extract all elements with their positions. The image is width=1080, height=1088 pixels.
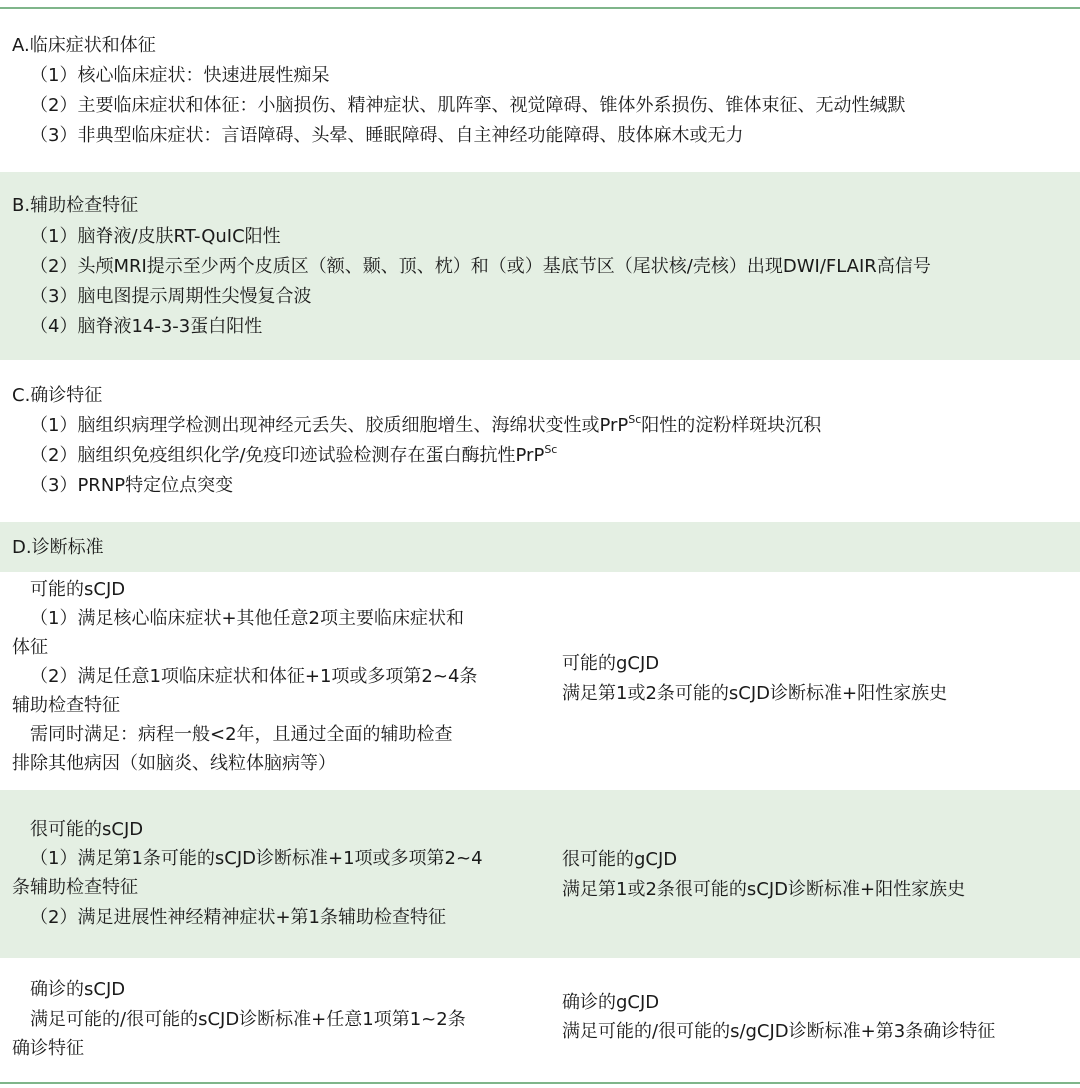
possible-scjd-line: 排除其他病因（如脑炎、线粒体脑病等）	[12, 753, 336, 774]
probable-gcjd-title: 很可能的gCJD	[562, 849, 678, 870]
section-d-definite	[0, 958, 1080, 1082]
possible-scjd-line: 需同时满足：病程一般<2年，且通过全面的辅助检查	[30, 724, 453, 745]
possible-gcjd-text: 满足第1或2条可能的sCJD诊断标准+阳性家族史	[562, 683, 948, 704]
section-c-item2-text: （2）脑组织免疫组织化学/免疫印迹试验检测存在蛋白酶抗性PrP	[30, 445, 545, 466]
probable-scjd-line: （1）满足第1条可能的sCJD诊断标准+1项或多项第2~4	[30, 848, 483, 869]
probable-gcjd-text: 满足第1或2条很可能的sCJD诊断标准+阳性家族史	[562, 879, 966, 900]
definite-scjd-line: 确诊的sCJD	[30, 979, 126, 1000]
section-c-item	[30, 414, 821, 438]
section-b-item: （4）脑脊液14-3-3蛋白阳性	[30, 316, 263, 337]
section-c-item1-text: （1）脑组织病理学检测出现神经元丢失、胶质细胞增生、海绵状变性或PrP	[30, 415, 629, 436]
possible-scjd-line: （2）满足任意1项临床症状和体征+1项或多项第2~4条	[30, 666, 478, 687]
definite-scjd-line: 确诊特征	[12, 1038, 84, 1059]
section-a-item: （3）非典型临床症状：言语障碍、头晕、睡眠障碍、自主神经功能障碍、肢体麻木或无力	[30, 125, 744, 146]
probable-scjd-line: 很可能的sCJD	[30, 819, 144, 840]
section-c-item	[30, 444, 557, 468]
section-b-item: （1）脑脊液/皮肤RT-QuIC阳性	[30, 226, 281, 247]
section-a-item: （1）核心临床症状：快速进展性痴呆	[30, 65, 330, 86]
possible-scjd-line: 可能的sCJD	[30, 579, 126, 600]
section-c-item1-sup: Sc	[628, 413, 642, 426]
section-a-title: A.临床症状和体征	[12, 35, 156, 56]
section-d-probable	[0, 790, 1080, 958]
possible-scjd-line: 体征	[12, 637, 48, 658]
definite-gcjd-title: 确诊的gCJD	[562, 992, 660, 1013]
section-c-item: （3）PRNP特定位点突变	[30, 475, 234, 496]
possible-gcjd-title: 可能的gCJD	[562, 653, 660, 674]
definite-gcjd-text: 满足可能的/很可能的s/gCJD诊断标准+第3条确诊特征	[562, 1021, 996, 1042]
section-d-title: D.诊断标准	[12, 537, 104, 558]
possible-scjd-line: （1）满足核心临床症状+其他任意2项主要临床症状和	[30, 608, 464, 629]
definite-scjd-line: 满足可能的/很可能的sCJD诊断标准+任意1项第1~2条	[30, 1009, 466, 1030]
section-a-item: （2）主要临床症状和体征：小脑损伤、精神症状、肌阵挛、视觉障碍、锥体外系损伤、锥体束征、无动性缄默	[30, 95, 906, 116]
section-b	[0, 172, 1080, 360]
section-b-item: （3）脑电图提示周期性尖慢复合波	[30, 286, 312, 307]
section-c-title: C.确诊特征	[12, 385, 103, 406]
bottom-rule	[0, 1082, 1080, 1084]
possible-scjd-line: 辅助检查特征	[12, 695, 120, 716]
probable-scjd-line: （2）满足进展性神经精神症状+第1条辅助检查特征	[30, 907, 446, 928]
section-a	[0, 9, 1080, 171]
section-b-title: B.辅助检查特征	[12, 195, 139, 216]
section-c-item1-tail: 阳性的淀粉样斑块沉积	[641, 415, 822, 436]
section-c-item2-sup: Sc	[544, 443, 558, 456]
probable-scjd-line: 条辅助检查特征	[12, 877, 138, 898]
section-d-header	[0, 522, 1080, 572]
section-b-item: （2）头颅MRI提示至少两个皮质区（额、颞、顶、枕）和（或）基底节区（尾状核/壳核）出现DWI/FLAIR高信号	[30, 256, 931, 277]
section-c	[0, 360, 1080, 522]
section-d-possible	[0, 572, 1080, 790]
